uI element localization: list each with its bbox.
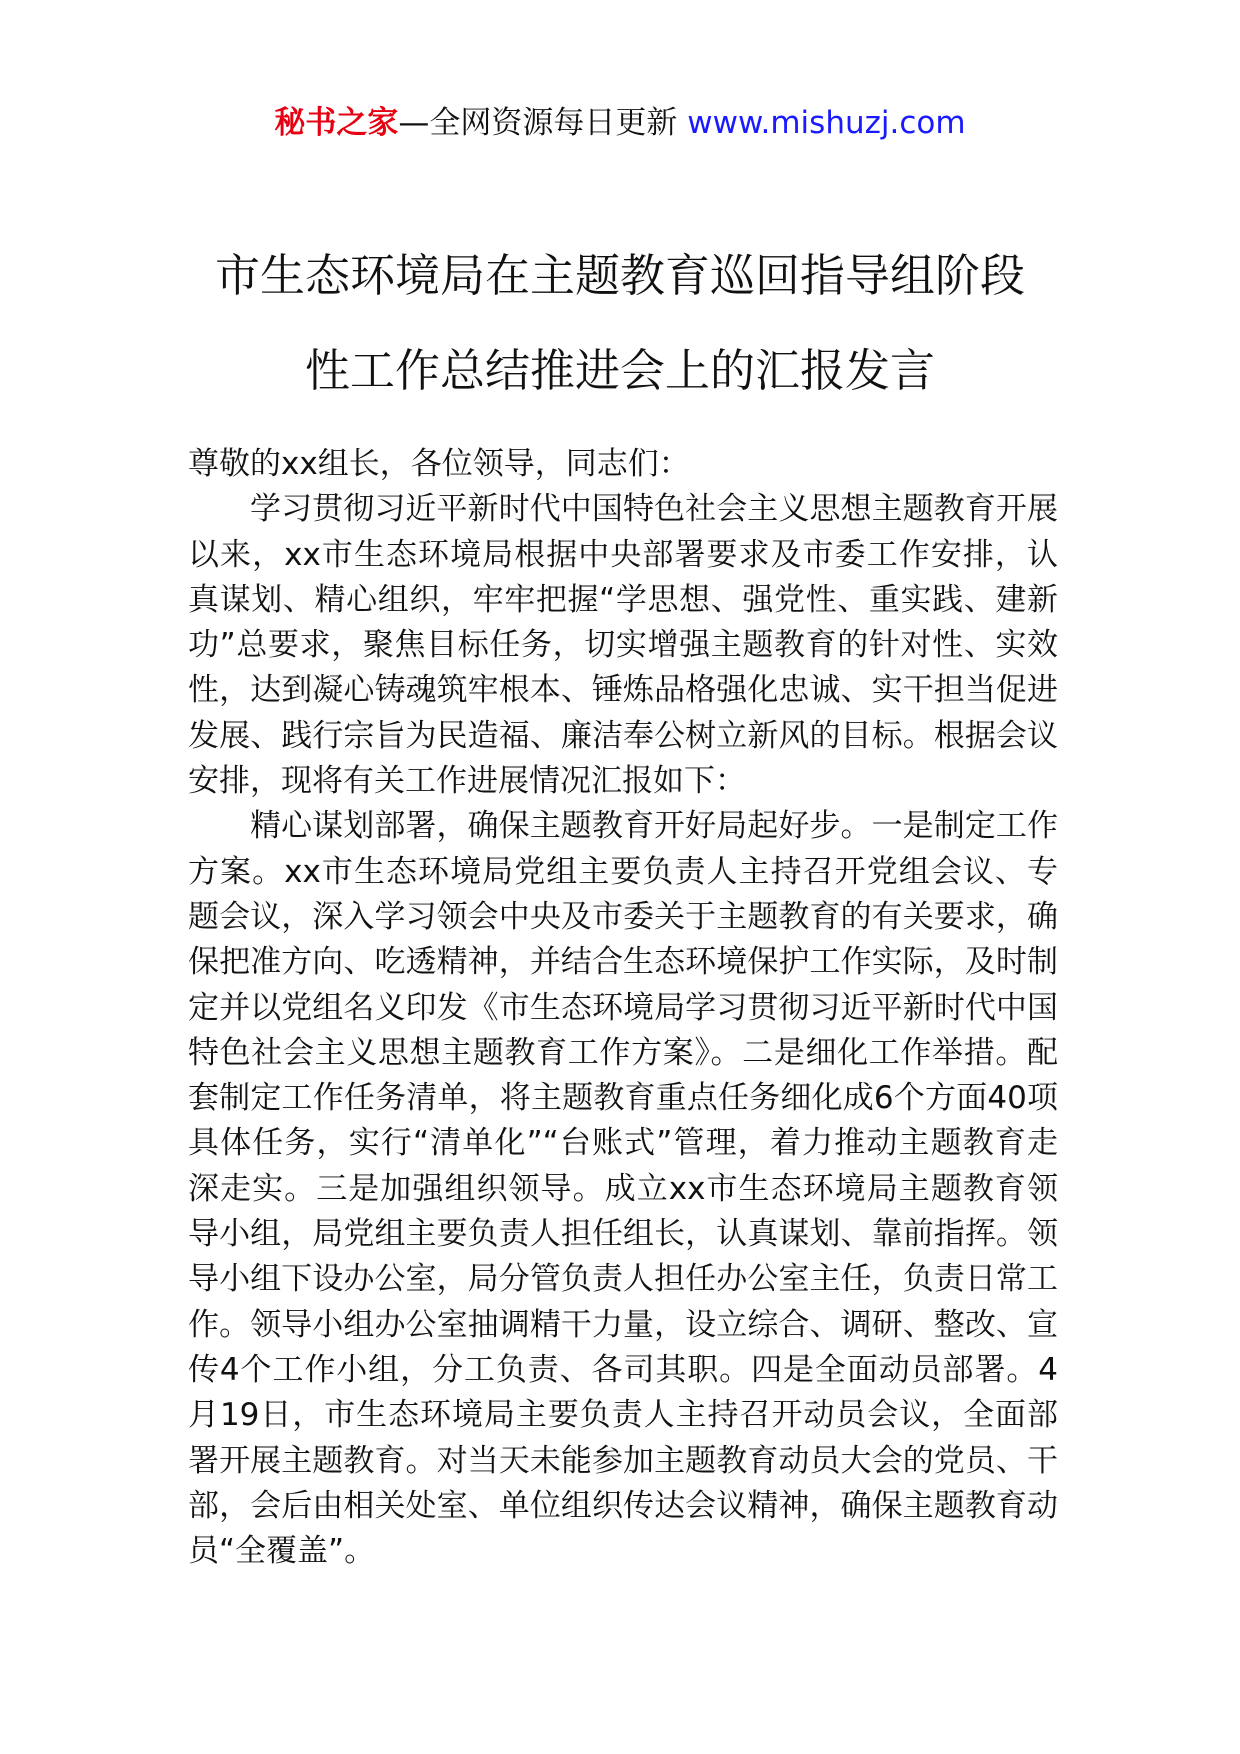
brand-name: 秘书之家	[274, 105, 399, 141]
paragraph-intro: 学习贯彻习近平新时代中国特色社会主义思想主题教育开展以来，xx市生态环境局根据中央部署要求及市委工作安排，认真谋划、精心组织，牢牢把握“学思想、强党性、重实践、建新功”总要求，聚焦目标任务，切实增强主题教育的针对性、实效性，达到凝心铸魂筑牢根本、锤炼品格强化忠诚、实干担当促进发展、践行宗旨为民造福、廉洁奉公树立新风的目标。根据会议安排，现将有关工作进展情况汇报如下：	[188, 491, 1058, 800]
title-line-2: 性工作总结推进会上的汇报发言	[304, 344, 935, 397]
document-title	[150, 228, 1090, 418]
paragraph-planning: 精心谋划部署，确保主题教育开好局起好步。一是制定工作方案。xx市生态环境局党组主要负责人主持召开党组会议、专题会议，深入学习领会中央及市委关于主题教育的有关要求，确保把准方向、吃透精神，并结合生态环境保护工作实际，及时制定并以党组名义印发《市生态环境局学习贯彻习近平新时代中国特色社会主义思想主题教育工作方案》。二是细化工作举措。配套制定工作任务清单，将主题教育重点任务细化成6个方面40项具体任务，实行“清单化”“台账式”管理，着力推动主题教育走深走实。三是加强组织领导。成立xx市生态环境局主题教育领导小组，局党组主要负责人担任组长，认真谋划、靠前指挥。领导小组下设办公室，局分管负责人担任办公室主任，负责日常工作。领导小组办公室抽调精干力量，设立综合、调研、整改、宣传4个工作小组，分工负责、各司其职。四是全面动员部署。4月19日，市生态环境局主要负责人主持召开动员会议，全面部署开展主题教育。对当天未能参加主题教育动员大会的党员、干部，会后由相关处室、单位组织传达会议精神，确保主题教育动员“全覆盖”。	[188, 808, 1058, 1570]
salutation: 尊敬的xx组长，各位领导，同志们：	[188, 446, 690, 482]
header-tagline: —全网资源每日更新	[398, 105, 688, 141]
title-line-1: 市生态环境局在主题教育巡回指导组阶段	[214, 249, 1025, 302]
document-body	[188, 442, 1058, 1574]
site-header	[0, 100, 1240, 146]
site-url-link[interactable]: www.mishuzj.com	[687, 105, 966, 141]
